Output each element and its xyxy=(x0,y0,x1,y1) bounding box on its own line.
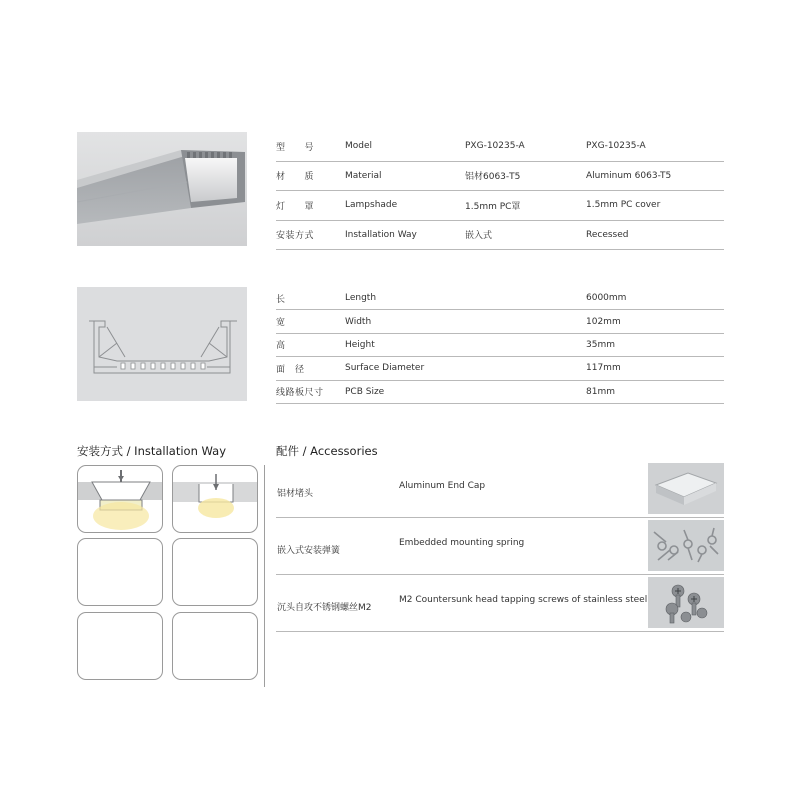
row-value: 6000mm xyxy=(586,287,724,310)
spec-table-dimensions xyxy=(276,287,724,404)
accessories-section-title: 配件 / Accessories xyxy=(276,444,378,458)
table-row xyxy=(276,191,724,221)
row-label-en: Length xyxy=(345,287,586,310)
table-row xyxy=(276,161,724,191)
row-label-cn: 材 质 xyxy=(276,161,345,191)
table-row xyxy=(276,333,724,356)
product-profile-photo xyxy=(77,132,247,246)
spec-table-general xyxy=(276,132,724,250)
accessory-name-cn: 铝材堵头 xyxy=(277,489,314,499)
table-row xyxy=(276,132,724,161)
row-value: 35mm xyxy=(586,333,724,356)
row-value-cn: 1.5mm PC罩 xyxy=(465,191,586,221)
accessory-row xyxy=(276,574,724,632)
accessory-name-en: M2 Countersunk head tapping screws of stainless steel xyxy=(399,595,648,605)
row-value: 117mm xyxy=(586,357,724,380)
section-divider xyxy=(264,465,265,687)
row-value: 81mm xyxy=(586,380,724,403)
installation-diagram-1 xyxy=(77,465,163,533)
row-label-en: Material xyxy=(345,161,465,191)
installation-diagram-2 xyxy=(172,465,258,533)
accessory-name-cn: 嵌入式安装弹簧 xyxy=(277,546,341,556)
row-label-en: Width xyxy=(345,310,586,333)
installation-placeholder xyxy=(77,538,163,606)
row-label-cn: 高 xyxy=(276,333,345,356)
accessory-row xyxy=(276,517,724,575)
row-label-cn: 线路板尺寸 xyxy=(276,380,345,403)
row-label-cn: 宽 xyxy=(276,310,345,333)
installation-placeholder xyxy=(172,612,258,680)
row-value-en: Aluminum 6063-T5 xyxy=(586,161,724,191)
row-label-en: Height xyxy=(345,333,586,356)
row-label-en: Lampshade xyxy=(345,191,465,221)
table-row xyxy=(276,310,724,333)
row-value-en: PXG-10235-A xyxy=(586,132,724,161)
table-row xyxy=(276,380,724,403)
row-label-cn: 灯 罩 xyxy=(276,191,345,221)
accessory-name-en: Embedded mounting spring xyxy=(399,538,525,548)
row-label-en: PCB Size xyxy=(345,380,586,403)
accessory-row xyxy=(276,460,724,518)
row-value-cn: 铝材6063-T5 xyxy=(465,161,586,191)
row-value-cn: PXG-10235-A xyxy=(465,132,586,161)
installation-placeholder xyxy=(172,538,258,606)
row-label-cn: 面 径 xyxy=(276,357,345,380)
row-value-en: Recessed xyxy=(586,220,724,250)
row-value-en: 1.5mm PC cover xyxy=(586,191,724,221)
row-label-en: Installation Way xyxy=(345,220,465,250)
table-row xyxy=(276,287,724,310)
profile-cross-section-drawing xyxy=(77,287,247,401)
row-label-cn: 安装方式 xyxy=(276,220,345,250)
row-label-en: Model xyxy=(345,132,465,161)
accessory-name-cn: 沉头自攻不锈钢螺丝M2 xyxy=(277,603,372,613)
end-cap-photo xyxy=(648,463,724,514)
row-value-cn: 嵌入式 xyxy=(465,220,586,250)
mounting-spring-photo xyxy=(648,520,724,571)
table-row xyxy=(276,220,724,250)
installation-section-title: 安装方式 / Installation Way xyxy=(77,444,227,458)
table-row xyxy=(276,357,724,380)
accessory-name-en: Aluminum End Cap xyxy=(399,481,486,491)
row-label-cn: 型 号 xyxy=(276,132,345,161)
row-label-cn: 长 xyxy=(276,287,345,310)
row-value: 102mm xyxy=(586,310,724,333)
screws-photo xyxy=(648,577,724,628)
row-label-en: Surface Diameter xyxy=(345,357,586,380)
installation-placeholder xyxy=(77,612,163,680)
